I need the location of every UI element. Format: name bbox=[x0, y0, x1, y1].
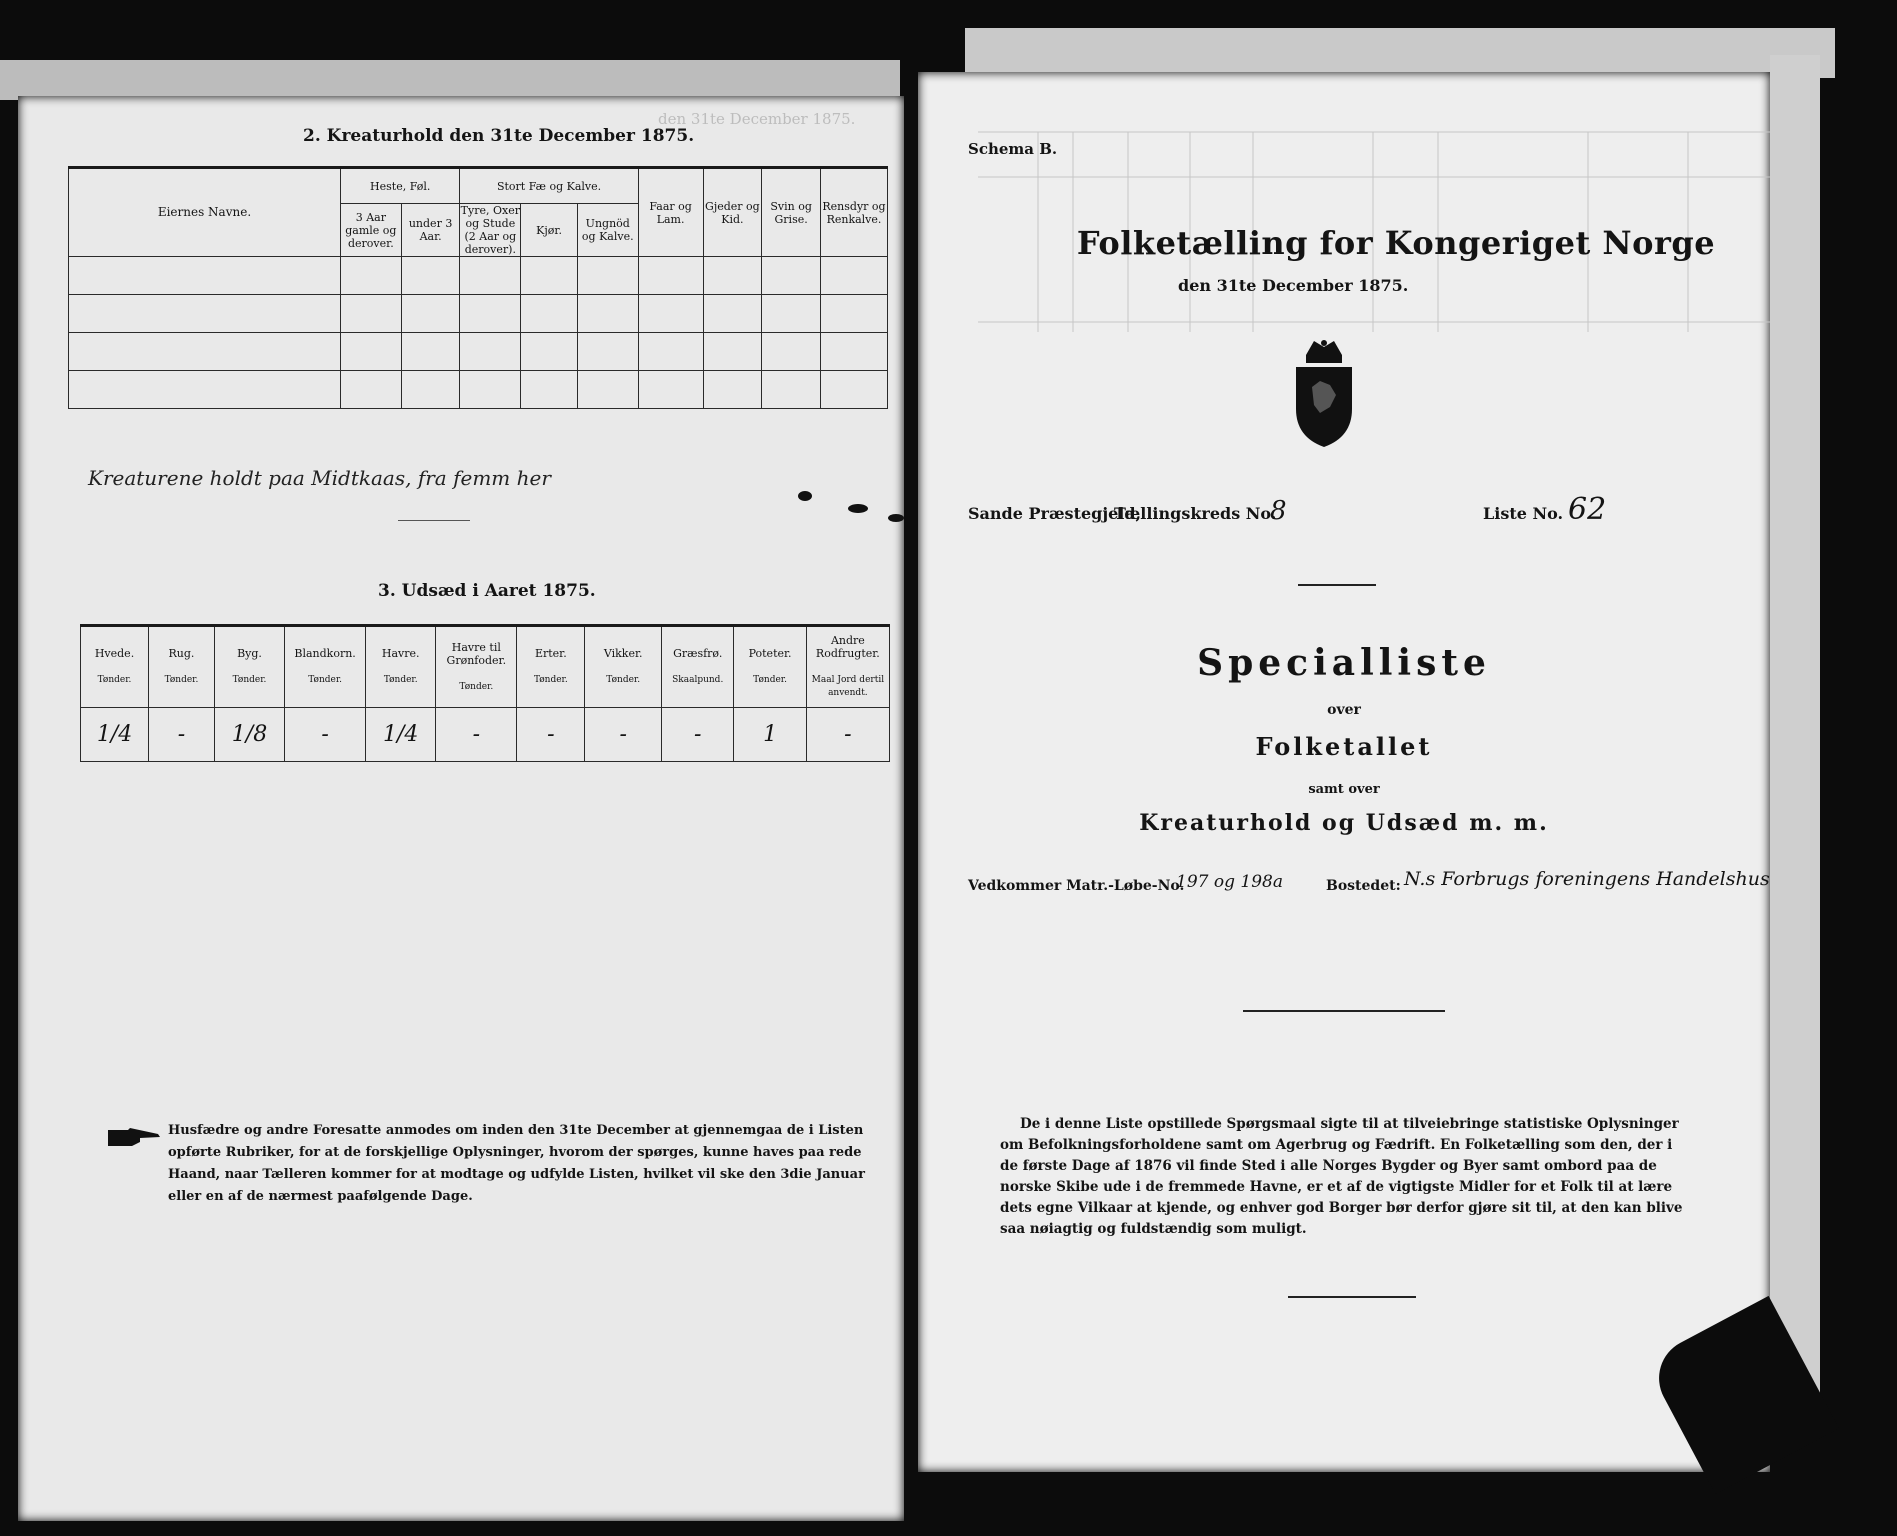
page-edge-right bbox=[1770, 55, 1820, 1435]
udsaed-header-unit: Tønder. bbox=[606, 675, 641, 685]
document-title: Folketælling for Kongeriget Norge bbox=[1076, 224, 1716, 262]
horses-young-header: under 3 Aar. bbox=[401, 204, 460, 257]
samt-over-text: samt over bbox=[1308, 782, 1380, 797]
udsaed-table bbox=[80, 624, 890, 762]
left-page bbox=[18, 96, 904, 1521]
udsaed-value-cell: 1/4 bbox=[366, 708, 436, 762]
udsaed-value-cell: - bbox=[436, 708, 517, 762]
udsaed-header-cell bbox=[734, 626, 806, 708]
udsaed-header-cell bbox=[517, 626, 585, 708]
section3-title: 3. Udsæd i Aaret 1875. bbox=[378, 581, 596, 601]
matr-label: Vedkommer Matr.-Løbe-No. bbox=[968, 878, 1185, 894]
udsaed-value-cell: 1 bbox=[734, 708, 806, 762]
young-cattle-header: Ungnöd og Kalve. bbox=[577, 204, 638, 257]
udsaed-header-cell bbox=[214, 626, 284, 708]
udsaed-header-unit: Skaalpund. bbox=[672, 675, 724, 685]
specialliste-title: Specialliste bbox=[1197, 642, 1491, 684]
ink-blot-3 bbox=[888, 514, 904, 522]
liste-label: Liste No. bbox=[1483, 504, 1564, 523]
handwritten-note: Kreaturene holdt paa Midtkaas, fra femm her bbox=[88, 466, 551, 490]
page-edge-left bbox=[0, 60, 900, 100]
udsaed-value-cell: 1/4 bbox=[81, 708, 149, 762]
bostedet-label: Bostedet: bbox=[1326, 878, 1401, 894]
ghost-header: den 31te December 1875. bbox=[658, 110, 856, 128]
ink-blot-2 bbox=[848, 504, 868, 513]
bulls-header: Tyre, Oxer og Stude (2 Aar og derover). bbox=[460, 204, 520, 256]
divider-2 bbox=[1243, 1010, 1445, 1012]
udsaed-value-cell: 1/8 bbox=[214, 708, 284, 762]
udsaed-header-cell bbox=[366, 626, 436, 708]
page-edge-top-right bbox=[965, 28, 1835, 78]
udsaed-header-cell bbox=[285, 626, 366, 708]
divider-1 bbox=[1298, 584, 1376, 586]
udsaed-header-unit: Tønder. bbox=[164, 675, 199, 685]
udsaed-value-cell: - bbox=[662, 708, 734, 762]
schema-label: Schema B. bbox=[968, 140, 1058, 158]
udsaed-header-name: Andre Rodfrugter. bbox=[815, 634, 880, 660]
udsaed-header-name: Byg. bbox=[237, 647, 262, 660]
horses-old-header: 3 Aar gamle og derover. bbox=[340, 204, 401, 257]
udsaed-header-name: Hvede. bbox=[94, 647, 135, 660]
udsaed-value-cell: - bbox=[806, 708, 889, 762]
table-row bbox=[69, 295, 888, 333]
cattle-header: Stort Fæ og Kalve. bbox=[460, 168, 638, 204]
udsaed-value-cell: - bbox=[285, 708, 366, 762]
short-divider bbox=[398, 520, 470, 521]
udsaed-header-unit: Maal Jord dertil anvendt. bbox=[811, 675, 885, 698]
udsaed-header-cell bbox=[436, 626, 517, 708]
udsaed-value-cell: - bbox=[517, 708, 585, 762]
goats-header: Gjeder og Kid. bbox=[703, 168, 762, 257]
kreaturhold-table bbox=[68, 166, 888, 409]
udsaed-header-unit: Tønder. bbox=[533, 675, 568, 685]
udsaed-header-unit: Tønder. bbox=[97, 675, 132, 685]
udsaed-header-name: Vikker. bbox=[603, 647, 643, 660]
udsaed-header-cell bbox=[149, 626, 215, 708]
udsaed-header-unit: Tønder. bbox=[459, 681, 494, 692]
kreds-label: Tællingskreds No. bbox=[1114, 504, 1277, 523]
ink-blot-1 bbox=[798, 491, 812, 501]
udsaed-header-name: Havre til Grønfoder. bbox=[446, 640, 507, 667]
udsaed-header-name: Rug. bbox=[168, 647, 195, 660]
udsaed-header-name: Poteter. bbox=[748, 647, 792, 660]
prestegjeld-label: Sande Præstegjeld, bbox=[968, 504, 1142, 523]
divider-3 bbox=[1288, 1296, 1416, 1298]
over-text-1: over bbox=[1327, 702, 1361, 718]
udsaed-header-name: Græsfrø. bbox=[673, 647, 723, 660]
udsaed-header-unit: Tønder. bbox=[232, 675, 267, 685]
udsaed-header-cell bbox=[662, 626, 734, 708]
sheep-header: Faar og Lam. bbox=[638, 168, 703, 257]
norwegian-coat-of-arms-icon bbox=[1286, 337, 1361, 449]
udsaed-header-name: Blandkorn. bbox=[294, 647, 356, 660]
pigs-header: Svin og Grise. bbox=[762, 168, 821, 257]
reindeer-header: Rensdyr og Renkalve. bbox=[820, 168, 887, 257]
owner-header: Eiernes Navne. bbox=[69, 168, 341, 257]
matr-value: 197 og 198a bbox=[1176, 872, 1283, 892]
folketallet-title: Folketallet bbox=[1255, 732, 1433, 761]
udsaed-header-cell bbox=[585, 626, 662, 708]
udsaed-value-cell: - bbox=[585, 708, 662, 762]
udsaed-header-cell bbox=[806, 626, 889, 708]
pointing-hand-icon bbox=[106, 1126, 162, 1148]
kreds-value: 8 bbox=[1270, 496, 1287, 526]
notice-text: Husfædre og andre Foresatte anmodes om inden den 31te December at gjennemgaa de i Listen opførte Rubriker, for at de forskjellige Oplysninger, hvorom der spørges, kunne haves paa rede Haand, naar Tælleren kommer for at modtage og udfylde Listen, hvilket vil ske den 3die Januar eller en af de nærmest paafølgende Dage. bbox=[168, 1123, 865, 1204]
kreaturhold-title: Kreaturhold og Udsæd m. m. bbox=[1139, 810, 1549, 836]
intro-paragraph: De i denne Liste opstillede Spørgsmaal sigte til at tilveiebringe statistiske Oplysninger om Befolkningsforholdene samt om Agerbrug og Fædrift. En Folketælling som den, der i de første Dage af 1876 vil finde Sted i alle Norges Bygder og Byer samt ombord paa de norske Skibe ude i de fremmede Havne, er et af de vigtigste Midler for et Folk til at lære dets egne Vilkaar at kjende, og enhver god Borger bør derfor gjøre sit til, at den kan blive saa nøiagtig og fuldstændig som muligt. bbox=[1000, 1116, 1683, 1237]
section2-title: 2. Kreaturhold den 31te December 1875. bbox=[303, 126, 695, 146]
udsaed-header-unit: Tønder. bbox=[383, 675, 418, 685]
document-date: den 31te December 1875. bbox=[1178, 276, 1409, 295]
udsaed-header-cell bbox=[81, 626, 149, 708]
cows-header: Kjør. bbox=[521, 204, 578, 257]
table-row bbox=[81, 708, 890, 762]
udsaed-value-cell: - bbox=[149, 708, 215, 762]
bostedet-value: N.s Forbrugs foreningens Handelshus bbox=[1404, 868, 1770, 890]
table-row bbox=[69, 371, 888, 409]
horses-header: Heste, Føl. bbox=[340, 168, 459, 204]
udsaed-header-unit: Tønder. bbox=[308, 675, 342, 685]
right-page bbox=[918, 72, 1770, 1472]
udsaed-header-unit: Tønder. bbox=[753, 675, 787, 685]
table-row bbox=[69, 257, 888, 295]
liste-value: 62 bbox=[1568, 492, 1607, 527]
udsaed-header-name: Havre. bbox=[381, 647, 420, 660]
table-row bbox=[69, 333, 888, 371]
udsaed-header-name: Erter. bbox=[534, 647, 567, 660]
